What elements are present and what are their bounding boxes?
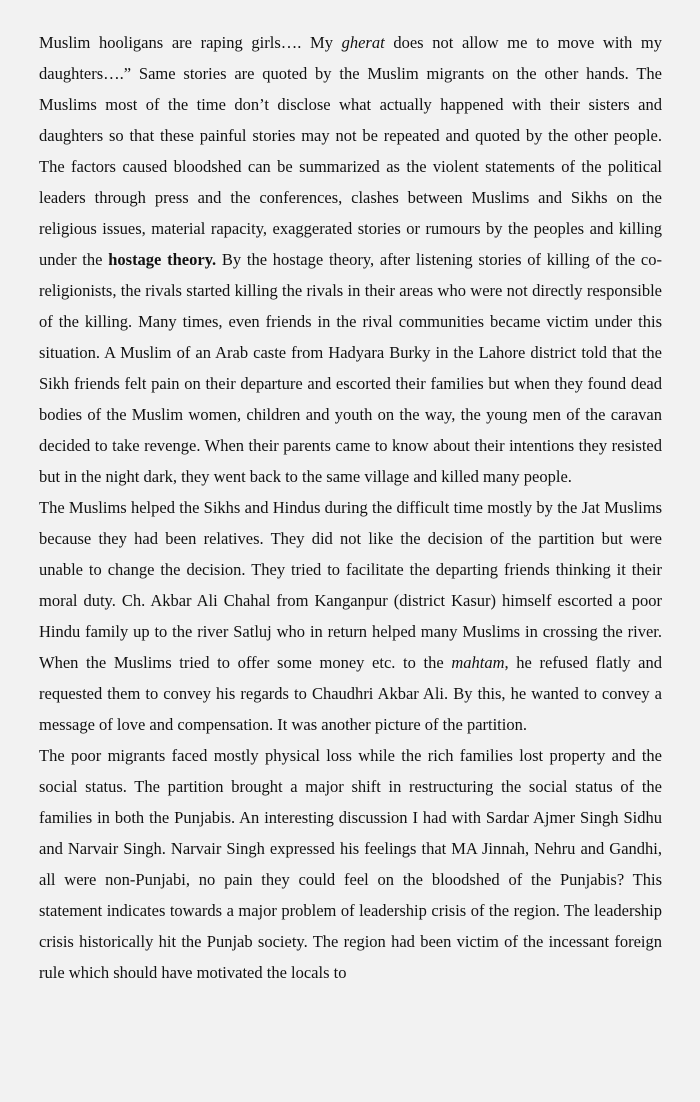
text-segment: Muslim hooligans are raping girls…. My: [39, 33, 342, 52]
paragraph-hostage-theory: [39, 27, 662, 492]
italic-term-gherat: gherat: [341, 33, 385, 52]
paragraph-muslims-helped: [39, 492, 662, 740]
bold-term-hostage-theory: hostage theory.: [108, 250, 217, 269]
text-segment: By the hostage theory, after listening stories of killing of the co-religionists, the rivals started killing the rivals in their areas who were not directly responsible of the killing. Many times, even friends in the rival communities became victim under this situation. A Muslim of an Arab caste from Hadyara Burky in the Lahore district told that the Sikh friends felt pain on their departure and escorted their families but when they found dead bodies of the Muslim women, children and youth on the way, the young men of the caravan decided to take revenge. When their parents came to know about their intentions they resisted but in the night dark, they went back to the same village and killed many people.: [39, 250, 663, 486]
text-segment: , he refused flatly and requested them to convey his regards to Chaudhri Akbar Ali. By this, he wanted to convey a message of love and compensation. It was another picture of the partition.: [39, 653, 662, 734]
text-segment: does not allow me to move with my daughters….” Same stories are quoted by the Muslim migrants on the other hands. The Muslims most of the time don’t disclose what actually happened with their sisters and daughters so that these painful stories may not be repeated and quoted by the other people. The factors caused bloodshed can be summarized as the violent statements of the political leaders through press and the conferences, clashes between Muslims and Sikhs on the religious issues, material rapacity, exaggerated stories or rumours by the peoples and killing under the: [39, 33, 662, 269]
text-segment: The Muslims helped the Sikhs and Hindus during the difficult time mostly by the Jat Muslims because they had been relatives. They did not like the decision of the partition but were unable to change the decision. They tried to facilitate the departing friends thinking it their moral duty. Ch. Akbar Ali Chahal from Kanganpur (district Kasur) himself escorted a poor Hindu family up to the river Satluj who in return helped many Muslims in crossing the river. When the Muslims tried to offer some money etc. to the: [39, 498, 662, 672]
italic-term-mahtam: mahtam: [451, 653, 505, 672]
paragraph-leadership-crisis: [39, 740, 662, 988]
text-segment: The poor migrants faced mostly physical loss while the rich families lost property and the social status. The partition brought a major shift in restructuring the social status of the families in both the Punjabis. An interesting discussion I had with Sardar Ajmer Singh Sidhu and Narvair Singh. Narvair Singh expressed his feelings that MA Jinnah, Nehru and Gandhi, all were non-Punjabi, no pain they could feel on the bloodshed of the Punjabis? This statement indicates towards a major problem of leadership crisis of the region. The leadership crisis historically hit the Punjab society. The region had been victim of the incessant foreign rule which should have motivated the locals to: [39, 746, 662, 982]
